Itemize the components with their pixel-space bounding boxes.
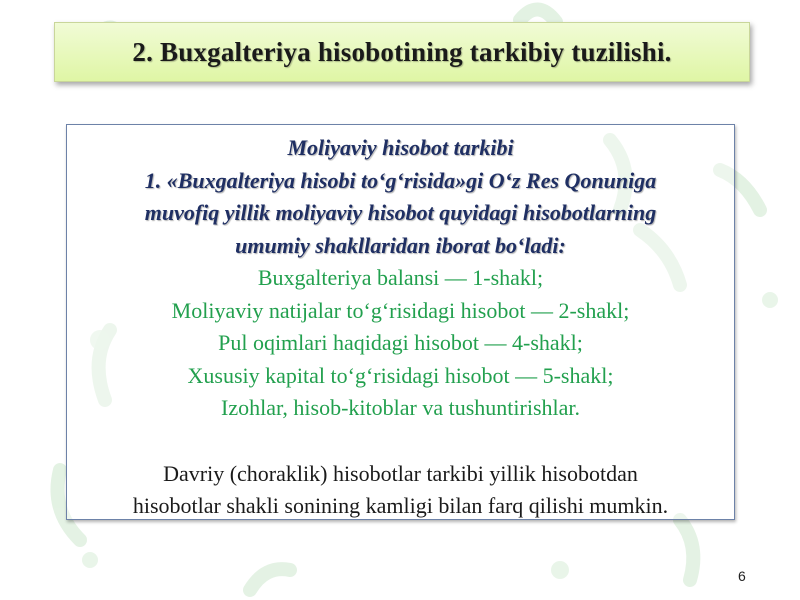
title-banner bbox=[54, 22, 750, 82]
paragraph-spacer bbox=[67, 425, 734, 458]
heading-line: 1. «Buxgalteriya hisobi to‘g‘risida»gi O‘z Res Qonuniga bbox=[144, 167, 657, 193]
form-item: Izohlar, hisob-kitoblar va tushuntirishlar. bbox=[221, 395, 580, 420]
form-item: Pul oqimlari haqidagi hisobot — 4-shakl; bbox=[218, 330, 583, 355]
form-item: Xususiy kapital to‘g‘risidagi hisobot — 5-shakl; bbox=[187, 362, 614, 388]
heading-line: Moliyaviy hisobot tarkibi bbox=[287, 135, 514, 160]
content-box bbox=[66, 124, 735, 520]
note-line: Davriy (choraklik) hisobotlar tarkibi yillik hisobotdan bbox=[163, 460, 638, 486]
heading-line: umumiy shakllaridan iborat bo‘ladi: bbox=[235, 232, 566, 258]
page-number: 6 bbox=[738, 568, 746, 584]
heading-line: muvofiq yillik moliyaviy hisobot quyidagi hisobotlarning bbox=[144, 200, 657, 225]
slide-title: 2. Buxgalteriya hisobotining tarkibiy tuzilishi. bbox=[132, 36, 672, 67]
note-line: hisobotlar shakli sonining kamligi bilan farq qilishi mumkin. bbox=[132, 493, 669, 518]
form-item: Moliyaviy natijalar to‘g‘risidagi hisobot — 2-shakl; bbox=[171, 297, 630, 323]
form-item: Buxgalteriya balansi — 1-shakl; bbox=[257, 265, 544, 290]
